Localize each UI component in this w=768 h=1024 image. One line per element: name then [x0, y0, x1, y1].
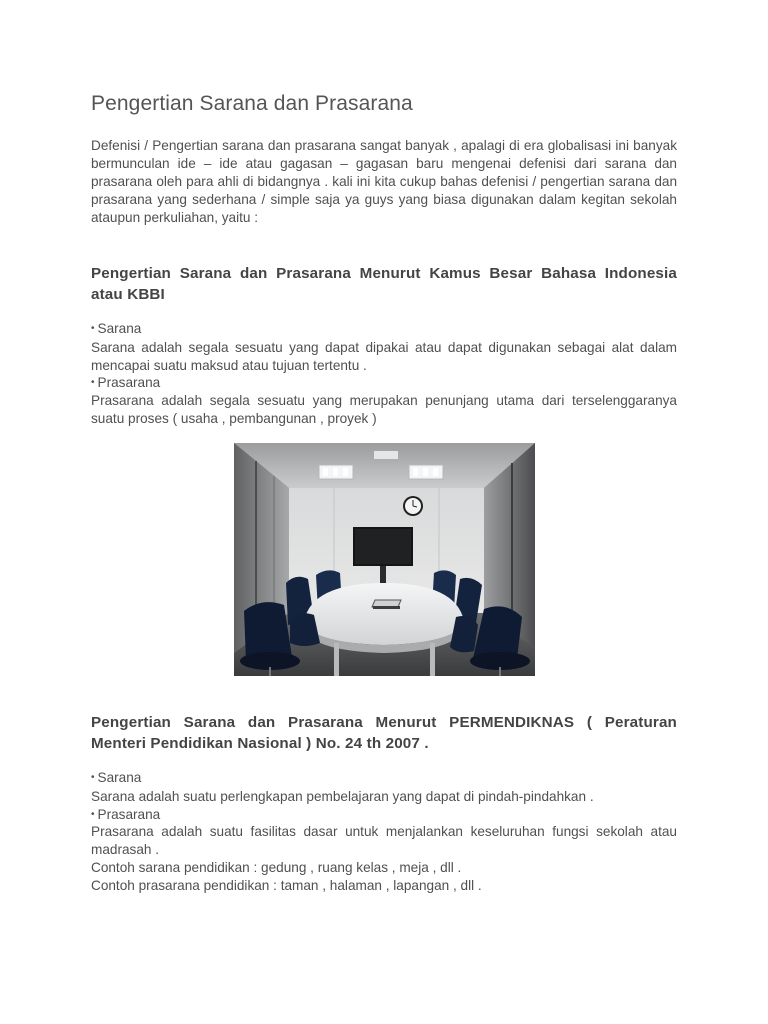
- sarana-definition-permendiknas: Sarana adalah suatu perlengkapan pembelajaran yang dapat di pindah-pindahkan .: [91, 789, 594, 804]
- prasarana-bullet-permendiknas: [91, 806, 160, 824]
- sarana-definition-kbbi: Sarana adalah segala sesuatu yang dapat dipakai atau dapat digunakan sebagai alat dalam mencapai suatu maksud atau tujuan tertentu .: [91, 340, 677, 373]
- prasarana-definition-kbbi: Prasarana adalah segala sesuatu yang merupakan penunjang utama dari terselenggaranya suatu proses ( usaha , pembangunan , proyek ): [91, 393, 677, 426]
- intro-paragraph: Defenisi / Pengertian sarana dan prasarana sangat banyak , apalagi di era globalisasi ini banyak bermunculan ide – ide atau gagasan – gagasan baru mengenai defenisi dari sarana dan prasarana oleh para ahli di bidangnya . kali ini kita cukup bahas defenisi / pengertian sarana dan prasarana yang sederhana / simple saja ya guys yang biasa digunakan dalam kegitan sekolah ataupun perkuliahan, yaitu :: [91, 138, 677, 225]
- prasarana-label: Prasarana: [97, 807, 161, 822]
- bullet-icon: •: [91, 809, 95, 820]
- section-heading-kbbi: Pengertian Sarana dan Prasarana Menurut Kamus Besar Bahasa Indonesia atau KBBI: [91, 265, 677, 303]
- bullet-icon: •: [91, 377, 95, 388]
- page-title: Pengertian Sarana dan Prasarana: [91, 92, 413, 115]
- sarana-bullet-kbbi: [91, 320, 141, 338]
- bullet-icon: •: [91, 772, 95, 783]
- contoh-prasarana: Contoh prasarana pendidikan : taman , halaman , lapangan , dll .: [91, 878, 482, 893]
- contoh-sarana: Contoh sarana pendidikan : gedung , ruang kelas , meja , dll .: [91, 860, 462, 875]
- prasarana-label: Prasarana: [97, 375, 161, 390]
- sarana-label: Sarana: [97, 770, 142, 785]
- sarana-bullet-permendiknas: [91, 769, 141, 787]
- sarana-label: Sarana: [97, 321, 142, 336]
- section-heading-permendiknas: Pengertian Sarana dan Prasarana Menurut PERMENDIKNAS ( Peraturan Menteri Pendidikan Nasional ) No. 24 th 2007 .: [91, 714, 677, 752]
- prasarana-bullet-kbbi: [91, 374, 160, 392]
- bullet-icon: •: [91, 323, 95, 334]
- prasarana-definition-permendiknas: Prasarana adalah suatu fasilitas dasar untuk menjalankan keseluruhan fungsi sekolah atau madrasah .: [91, 824, 677, 857]
- meeting-room-photo: [234, 443, 535, 676]
